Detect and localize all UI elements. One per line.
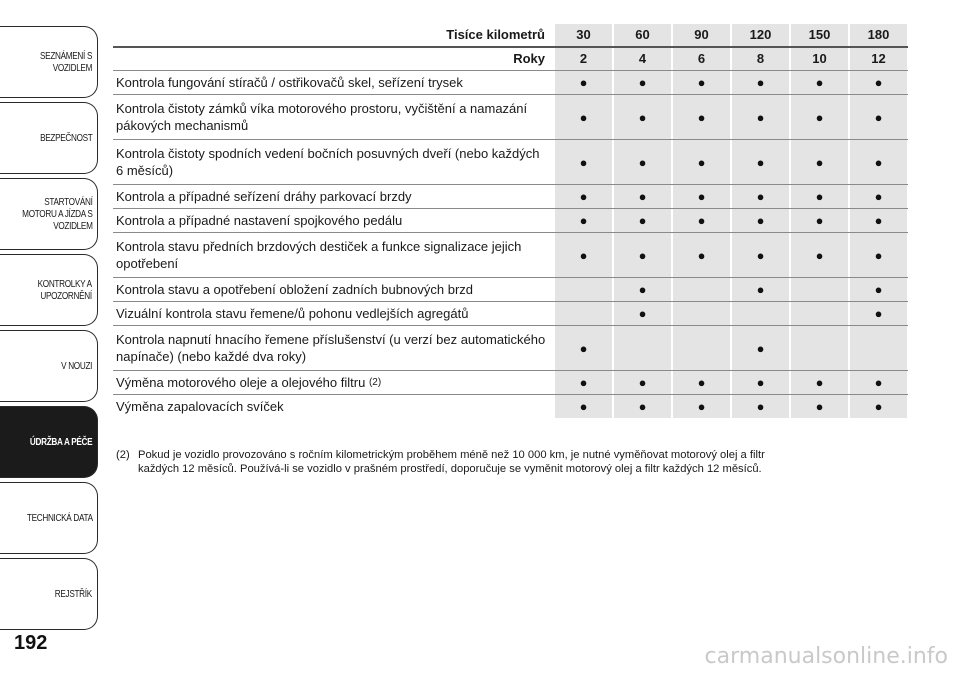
row-label-text: Kontrola stavu předních brzdových destiček a funkce signalizace jejich opotřebení xyxy=(116,239,522,271)
header-row-years xyxy=(113,48,908,71)
header-km-cell: 30 xyxy=(555,24,612,46)
row-label xyxy=(113,233,553,277)
interval-empty xyxy=(614,326,671,370)
interval-mark: ● xyxy=(850,71,907,94)
row-label-text: Kontrola napnutí hnacího řemene příslušenství (u verzí bez automatického napínače) (nebo každé dva roky) xyxy=(116,332,546,364)
tab-rejstrik[interactable] xyxy=(0,558,98,630)
row-label xyxy=(113,278,553,301)
tab-label: SEZNÁMENÍ S VOZIDLEM xyxy=(40,50,93,74)
row-label xyxy=(113,209,553,232)
interval-mark: ● xyxy=(732,371,789,394)
table-row xyxy=(113,233,908,278)
interval-empty xyxy=(791,278,848,301)
row-label-text: Kontrola čistoty zámků víka motorového prostoru, vyčištění a namazání pákových mechanismů xyxy=(116,101,528,133)
interval-mark: ● xyxy=(791,371,848,394)
header-years-cell: 6 xyxy=(673,48,730,70)
header-km-cell: 150 xyxy=(791,24,848,46)
interval-mark: ● xyxy=(673,71,730,94)
tab-startovani-motoru[interactable] xyxy=(0,178,98,250)
interval-empty xyxy=(791,326,848,370)
interval-mark: ● xyxy=(791,395,848,418)
interval-mark: ● xyxy=(673,371,730,394)
header-years-cell: 12 xyxy=(850,48,907,70)
tab-bezpecnost[interactable] xyxy=(0,102,98,174)
interval-mark: ● xyxy=(791,71,848,94)
table-row xyxy=(113,95,908,140)
row-label xyxy=(113,395,553,418)
tab-label: REJSTŘÍK xyxy=(55,588,93,600)
interval-mark: ● xyxy=(732,326,789,370)
interval-mark: ● xyxy=(614,233,671,277)
tab-udrzba-a-pece[interactable] xyxy=(0,406,98,478)
interval-mark: ● xyxy=(850,395,907,418)
interval-mark: ● xyxy=(614,278,671,301)
table-row xyxy=(113,278,908,302)
interval-mark: ● xyxy=(673,209,730,232)
row-label-text: Kontrola stavu a opotřebení obložení zadních bubnových brzd xyxy=(116,282,474,297)
header-years-cell: 8 xyxy=(732,48,789,70)
interval-empty xyxy=(555,302,612,325)
interval-mark: ● xyxy=(555,209,612,232)
interval-mark: ● xyxy=(673,233,730,277)
tab-technicka-data[interactable] xyxy=(0,482,98,554)
tab-label: ÚDRŽBA A PÉČE xyxy=(29,436,93,448)
interval-mark: ● xyxy=(732,278,789,301)
interval-mark: ● xyxy=(614,302,671,325)
interval-mark: ● xyxy=(791,233,848,277)
interval-mark: ● xyxy=(673,395,730,418)
table-row xyxy=(113,140,908,185)
row-label-text: Výměna zapalovacích svíček xyxy=(116,399,284,414)
table-row xyxy=(113,209,908,233)
page-number: 192 xyxy=(14,632,48,654)
row-label xyxy=(113,302,553,325)
interval-mark: ● xyxy=(673,140,730,184)
interval-empty xyxy=(555,278,612,301)
tab-label: V NOUZI xyxy=(61,360,93,372)
interval-mark: ● xyxy=(555,395,612,418)
row-label-text: Kontrola čistoty spodních vedení bočních posuvných dveří (nebo každých 6 měsíců) xyxy=(116,146,540,178)
interval-mark: ● xyxy=(614,209,671,232)
interval-mark: ● xyxy=(673,185,730,208)
interval-mark: ● xyxy=(850,95,907,139)
interval-mark: ● xyxy=(555,185,612,208)
header-years-label: Roky xyxy=(513,51,545,66)
footnote-line-1: Pokud je vozidlo provozováno s ročním kilometrickým proběhem méně než 10 000 km, je nutné vyměňovat motorový olej a filtr xyxy=(138,449,765,461)
interval-mark: ● xyxy=(791,140,848,184)
header-km-label: Tisíce kilometrů xyxy=(446,27,545,42)
interval-mark: ● xyxy=(732,395,789,418)
table-row xyxy=(113,71,908,95)
table-row xyxy=(113,302,908,326)
table-row xyxy=(113,326,908,371)
interval-mark: ● xyxy=(555,140,612,184)
interval-mark: ● xyxy=(791,185,848,208)
header-km-cell: 60 xyxy=(614,24,671,46)
row-label xyxy=(113,95,553,139)
interval-mark: ● xyxy=(732,209,789,232)
header-years-cell: 4 xyxy=(614,48,671,70)
interval-mark: ● xyxy=(850,233,907,277)
row-label-text: Vizuální kontrola stavu řemene/ů pohonu vedlejších agregátů xyxy=(116,306,469,321)
row-label xyxy=(113,371,553,394)
interval-mark: ● xyxy=(555,371,612,394)
tab-label: BEZPEČNOST xyxy=(39,132,93,144)
interval-mark: ● xyxy=(791,95,848,139)
interval-empty xyxy=(673,326,730,370)
table-row xyxy=(113,185,908,209)
interval-empty xyxy=(673,278,730,301)
table-row xyxy=(113,395,908,418)
footnote-line-2: každých 12 měsíců. Používá-li se vozidlo v prašném prostředí, doporučuje se vyměnit motorový olej a filtr každých 12 měsíců. xyxy=(138,463,762,475)
interval-mark: ● xyxy=(850,140,907,184)
row-label xyxy=(113,185,553,208)
tab-v-nouzi[interactable] xyxy=(0,330,98,402)
tab-seznameni-s-vozidlem[interactable] xyxy=(0,26,98,98)
interval-mark: ● xyxy=(850,185,907,208)
header-row-km xyxy=(113,24,908,48)
interval-mark: ● xyxy=(850,371,907,394)
table-row xyxy=(113,371,908,395)
row-label-text: Kontrola a případné seřízení dráhy parkovací brzdy xyxy=(116,189,412,204)
interval-mark: ● xyxy=(614,185,671,208)
tab-label: KONTROLKY A UPOZORNĚNÍ xyxy=(38,278,93,302)
interval-mark: ● xyxy=(614,95,671,139)
interval-mark: ● xyxy=(732,185,789,208)
header-km-cell: 90 xyxy=(673,24,730,46)
interval-mark: ● xyxy=(791,209,848,232)
footnote-mark: (2) xyxy=(116,449,130,461)
interval-empty xyxy=(732,302,789,325)
watermark: carmanualsonline.info xyxy=(704,644,948,669)
interval-mark: ● xyxy=(555,233,612,277)
table-body xyxy=(113,71,908,418)
row-label-text: Kontrola a případné nastavení spojkového pedálu xyxy=(116,213,403,228)
interval-mark: ● xyxy=(614,395,671,418)
header-years-cell: 2 xyxy=(555,48,612,70)
interval-mark: ● xyxy=(732,233,789,277)
tab-kontrolky-a-upozorneni[interactable] xyxy=(0,254,98,326)
interval-mark: ● xyxy=(850,209,907,232)
row-label xyxy=(113,140,553,184)
interval-mark: ● xyxy=(555,326,612,370)
row-label-text: Kontrola fungování stíračů / ostřikovačů skel, seřízení trysek xyxy=(116,75,463,90)
interval-mark: ● xyxy=(732,140,789,184)
header-km-cell: 120 xyxy=(732,24,789,46)
interval-empty xyxy=(673,302,730,325)
interval-mark: ● xyxy=(673,95,730,139)
tab-label: TECHNICKÁ DATA xyxy=(26,512,93,524)
header-km-cell: 180 xyxy=(850,24,907,46)
interval-mark: ● xyxy=(850,278,907,301)
row-label xyxy=(113,326,553,370)
maintenance-schedule-table xyxy=(113,24,908,418)
interval-mark: ● xyxy=(614,71,671,94)
interval-mark: ● xyxy=(555,95,612,139)
tab-label: STARTOVÁNÍ MOTORU A JÍZDA S VOZIDLEM xyxy=(21,196,93,232)
footnote-reference: (2) xyxy=(368,377,382,388)
header-years-cell: 10 xyxy=(791,48,848,70)
interval-mark: ● xyxy=(614,140,671,184)
interval-mark: ● xyxy=(732,95,789,139)
interval-mark: ● xyxy=(555,71,612,94)
interval-mark: ● xyxy=(850,302,907,325)
interval-mark: ● xyxy=(614,371,671,394)
interval-empty xyxy=(850,326,907,370)
footnote xyxy=(116,448,906,476)
row-label xyxy=(113,71,553,94)
interval-mark: ● xyxy=(732,71,789,94)
interval-empty xyxy=(791,302,848,325)
row-label-text: Výměna motorového oleje a olejového filtru xyxy=(116,375,366,390)
